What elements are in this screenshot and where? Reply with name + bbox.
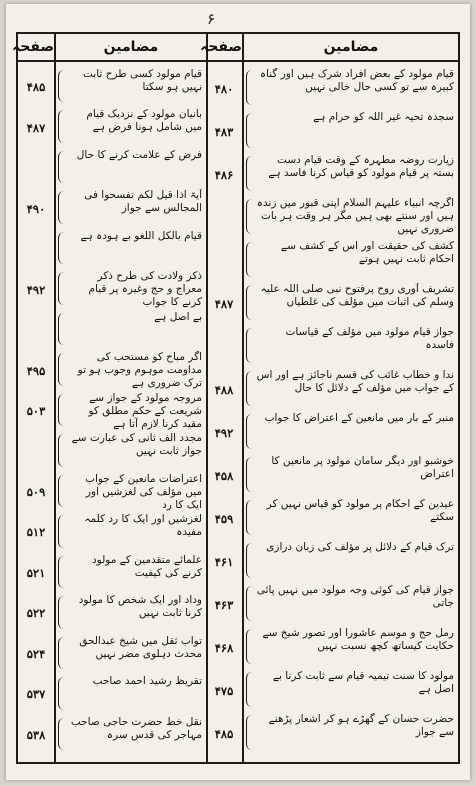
right-topic-entry: اگرچہ انبیاء علیہم السلام اپنی قبور میں زندہ ہیں اور سنتے بھی ہیں مگر ہر وقت ہر بات ضروری نہیں [256, 197, 454, 235]
right-topic-entry: تشریف آوری روح پرفتوح نبی صلی اللہ علیہ وسلم کی اثبات میں مؤلف کی غلطیاں [260, 283, 454, 308]
entry-brace [246, 371, 256, 406]
right-topic-entry: جواز قیام کی کوئی وجہ مولود میں نہیں پائی جاتی [256, 584, 454, 609]
entry-brace [246, 414, 256, 449]
entry-brace [58, 70, 68, 102]
right-topic-entry: مولود کا سنت تیمیہ قیام سے ثابت کرنا بے اصل ہے [272, 670, 454, 695]
entry-brace [58, 191, 68, 223]
entry-brace [58, 434, 68, 466]
right-page-number: ۴۶۸ [214, 640, 234, 655]
left-topic-entry: لغزشیں اور ایک کا رد کلمہ مفیدہ [84, 513, 202, 539]
entry-brace [246, 457, 256, 492]
entry-brace [246, 285, 256, 320]
entry-brace [246, 156, 256, 191]
entry-brace [246, 672, 256, 707]
left-page-number: ۵۲۱ [26, 565, 46, 580]
right-page-number: ۴۸۷ [214, 296, 234, 311]
header-topic-left: مضامین [103, 39, 159, 55]
entry-brace [58, 718, 68, 750]
entry-brace [246, 199, 256, 234]
column-divider [206, 34, 208, 762]
left-topic-entry: قیام بالکل اللغو بے ہودہ ہے [80, 229, 202, 242]
left-page-number: ۵۳۸ [26, 727, 46, 742]
left-page-number: ۴۸۵ [26, 80, 46, 95]
right-page-number: ۴۶۳ [214, 597, 234, 612]
entry-brace [246, 328, 256, 363]
entry-brace [246, 543, 256, 578]
left-topic-entry: نقل خط حضرت حاجی صاحب مہاجر کی قدس سرہ [70, 715, 202, 741]
left-topic-entry: ذکر ولادت کی طرح ذکر معراج و حج وغیرہ پر قیام کرنے کا جواب [88, 270, 202, 309]
header-page-right: صفحہ [200, 39, 242, 55]
entry-brace [58, 596, 68, 628]
left-page-number: ۵۳۷ [26, 687, 46, 702]
left-topic-entry: فرض کے علامت کرنے کا حال [76, 148, 202, 161]
right-page-number: ۴۸۰ [214, 81, 234, 96]
right-topic-entry: قیام مولود کے بعض افراد شرک ہیں اور گناہ کبیرہ سے تو کسی حال خالی نہیں [259, 68, 454, 93]
right-page-number: ۴۸۵ [214, 726, 234, 741]
right-topic-entry: منبر کے بار میں مانعین کے اعتراض کا جواب [264, 412, 454, 424]
left-topic-entry: بانیان مولود کے نزدیک قیام میں شامل ہونا فرض ہے [86, 108, 202, 134]
entry-brace [58, 272, 68, 304]
entry-brace [246, 113, 256, 148]
left-page-number: ۵۰۳ [26, 404, 46, 418]
right-topic-entry: ترک قیام کے دلائل پر مؤلف کی زبان درازی [266, 541, 454, 553]
entry-brace [246, 586, 256, 621]
entry-brace [58, 637, 68, 669]
left-topic-entry: آیۃ اذا قیل لکم تفسحوا فی المجالس سے جواز [84, 189, 202, 215]
column-divider [54, 34, 56, 762]
entry-brace [58, 232, 68, 264]
left-page-number: ۵۲۲ [26, 606, 46, 621]
entry-brace [58, 313, 68, 345]
right-page-number: ۴۷۵ [214, 683, 234, 698]
left-topic-entry: قیام مولود کسی طرح ثابت نہیں ہو سکتا [83, 68, 202, 93]
right-topic-entry: ندا و خطاب غائب کی قسم ناجائز ہے اور اس کے جواب میں مؤلف کے دلائل کا حال [256, 369, 454, 394]
entry-brace [58, 556, 68, 588]
header-topic-right: مضامین [323, 39, 379, 55]
left-page-number: ۵۲۴ [26, 646, 46, 661]
right-page-number: ۴۹۲ [214, 425, 234, 440]
right-page-number: ۴۶۱ [214, 554, 234, 569]
entry-brace [58, 515, 68, 547]
right-topic-entry: زیارت روضہ مطہرہ کے وقت قیام دست بستہ پر قیام مولود کو قیاس کرنا فاسد ہے [268, 154, 454, 179]
left-topic-entry: وداد اور ایک شخص کا مولود کرنا ثابت نہیں [78, 594, 202, 620]
left-page-number: ۴۹۵ [26, 363, 46, 378]
entry-brace [58, 677, 68, 709]
entry-brace [58, 394, 68, 426]
contents-table [12, 32, 460, 764]
right-topic-entry: سجدہ تحیہ غیر اللہ کو حرام ہے [313, 111, 454, 123]
right-page-number: ۴۵۹ [214, 511, 234, 526]
entry-brace [246, 629, 256, 664]
right-topic-entry: رمل حج و موسم عاشورا اور تصور شیخ سے حکایت کیساتھ کچھ نسبت نہیں [262, 627, 454, 652]
left-page-number: ۴۹۰ [26, 201, 46, 216]
right-page-number: ۴۵۸ [214, 468, 234, 483]
entry-brace [246, 715, 256, 750]
entry-brace [58, 151, 68, 183]
left-page-number: ۴۸۷ [26, 120, 46, 135]
right-page-number: ۴۸۶ [214, 167, 234, 182]
page-number: ۶ [206, 10, 216, 28]
right-page-number: ۴۸۸ [214, 382, 234, 397]
right-topic-entry: جواز قیام مولود میں مؤلف کے قیاسات فاسدہ [285, 326, 454, 351]
entry-brace [58, 353, 68, 385]
entry-brace [246, 242, 256, 277]
column-divider [242, 34, 244, 762]
left-page-number: ۵۰۹ [26, 484, 46, 499]
left-page-number: ۴۹۲ [26, 282, 46, 297]
index-page [6, 4, 470, 780]
left-topic-entry: مجدد الف ثانی کی عبارت سے جواز ثابت نہیں [71, 432, 202, 458]
right-topic-entry: عیدین کے احکام پر مولود کو قیاس نہیں کر سکتے [266, 498, 454, 523]
left-topic-entry: مروجہ مولود کے جواز سے شریعت کے حکم مطلق کو مقید کرنا لازم آتا ہے [88, 391, 202, 430]
entry-brace [58, 110, 68, 142]
entry-brace [58, 475, 68, 507]
header-divider [18, 60, 458, 62]
right-topic-entry: کشف کی حقیقت اور اس کے کشف سے احکام ثابت نہیں ہوتے [280, 240, 454, 265]
right-topic-entry: خوشبو اور دیگر سامان مولود پر مانعین کا اعتراض [271, 455, 454, 480]
entry-brace [246, 70, 256, 105]
left-page-number: ۵۱۲ [26, 525, 46, 540]
left-topic-entry: بے اصل ہے [154, 310, 202, 323]
left-topic-entry: تواب ثقل میں شیخ عبدالحق محدث دہلوی مضر نہیں [79, 634, 202, 660]
header-page-left: صفحہ [12, 39, 54, 55]
left-topic-entry: اعتراضات مانعین کے جواب میں مؤلف کی لغزشیں اور ایک کا رد [85, 472, 202, 511]
left-topic-entry: اگر مباح کو مستحب کی مداومت موہوم وجوب ہو تو ترک ضروری ہے [77, 351, 202, 390]
entry-brace [246, 500, 256, 535]
right-topic-entry: حضرت حسان کے گھڑے ہو کر اشعار پڑھنے سے جواز [268, 713, 454, 738]
left-topic-entry: علمائے متقدمین کے مولود کرنے کی کیفیت [92, 553, 202, 579]
right-page-number: ۴۸۳ [214, 124, 234, 139]
left-topic-entry: تقریظ رشید احمد صاحب [92, 675, 202, 688]
